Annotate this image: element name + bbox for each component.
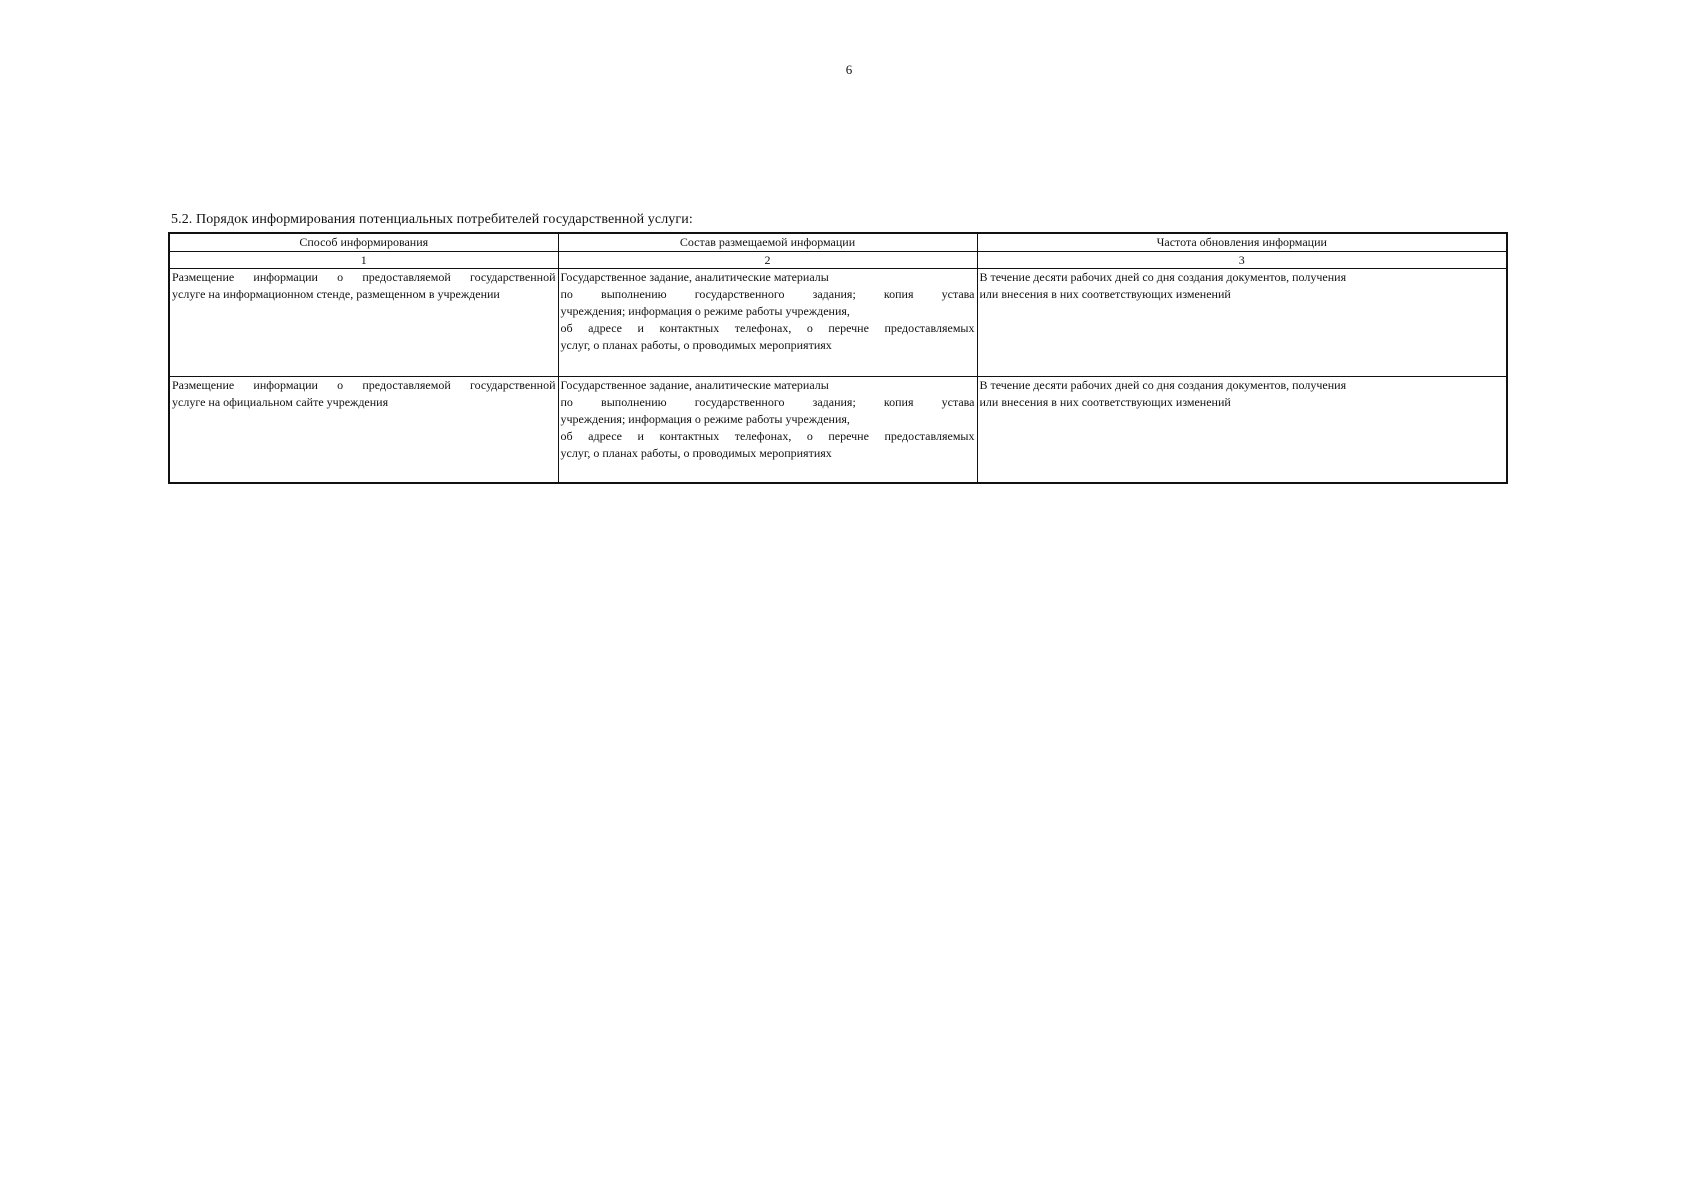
table-row bbox=[169, 269, 1507, 377]
table-header-row bbox=[169, 233, 1507, 252]
content-line: услуг, о планах работы, о проводимых мероприятиях bbox=[560, 446, 832, 460]
column-number-1: 1 bbox=[169, 252, 558, 269]
column-number-2: 2 bbox=[558, 252, 977, 269]
method-line: услуге на официальном сайте учреждения bbox=[172, 395, 389, 409]
content-line: учреждения; информация о режиме работы учреждения, bbox=[560, 304, 850, 318]
method-cell bbox=[169, 269, 558, 377]
method-line: услуге на информационном стенде, размещенном в учреждении bbox=[172, 287, 500, 301]
content-line: Государственное задание, аналитические материалы bbox=[560, 270, 829, 284]
frequency-cell bbox=[977, 269, 1507, 377]
information-table bbox=[168, 232, 1508, 484]
content-line: учреждения; информация о режиме работы учреждения, bbox=[560, 412, 850, 426]
content-line: по выполнению государственного задания; копия устава bbox=[560, 395, 975, 409]
frequency-line: В течение десяти рабочих дней со дня создания документов, получения bbox=[979, 378, 1347, 392]
column-number-3: 3 bbox=[977, 252, 1507, 269]
page-number: 6 bbox=[845, 62, 853, 77]
header-frequency: Частота обновления информации bbox=[977, 233, 1507, 252]
content-cell bbox=[558, 377, 977, 484]
method-line: Размещение информации о предоставляемой государственной bbox=[172, 378, 556, 392]
header-content: Состав размещаемой информации bbox=[558, 233, 977, 252]
table-row bbox=[169, 377, 1507, 484]
section-heading: 5.2. Порядок информирования потенциальных потребителей государственной услуги: bbox=[171, 212, 693, 227]
frequency-cell bbox=[977, 377, 1507, 484]
header-method: Способ информирования bbox=[169, 233, 558, 252]
content-line: об адресе и контактных телефонах, о перечне предоставляемых bbox=[560, 429, 975, 443]
content-line: об адресе и контактных телефонах, о перечне предоставляемых bbox=[560, 321, 975, 335]
content-line: услуг, о планах работы, о проводимых мероприятиях bbox=[560, 338, 832, 352]
frequency-line: или внесения в них соответствующих изменений bbox=[979, 287, 1231, 301]
frequency-line: или внесения в них соответствующих изменений bbox=[979, 395, 1231, 409]
frequency-line: В течение десяти рабочих дней со дня создания документов, получения bbox=[979, 270, 1347, 284]
content-line: Государственное задание, аналитические материалы bbox=[560, 378, 829, 392]
method-cell bbox=[169, 377, 558, 484]
method-line: Размещение информации о предоставляемой государственной bbox=[172, 270, 556, 284]
column-number-row bbox=[169, 252, 1507, 269]
content-line: по выполнению государственного задания; копия устава bbox=[560, 287, 975, 301]
content-cell bbox=[558, 269, 977, 377]
